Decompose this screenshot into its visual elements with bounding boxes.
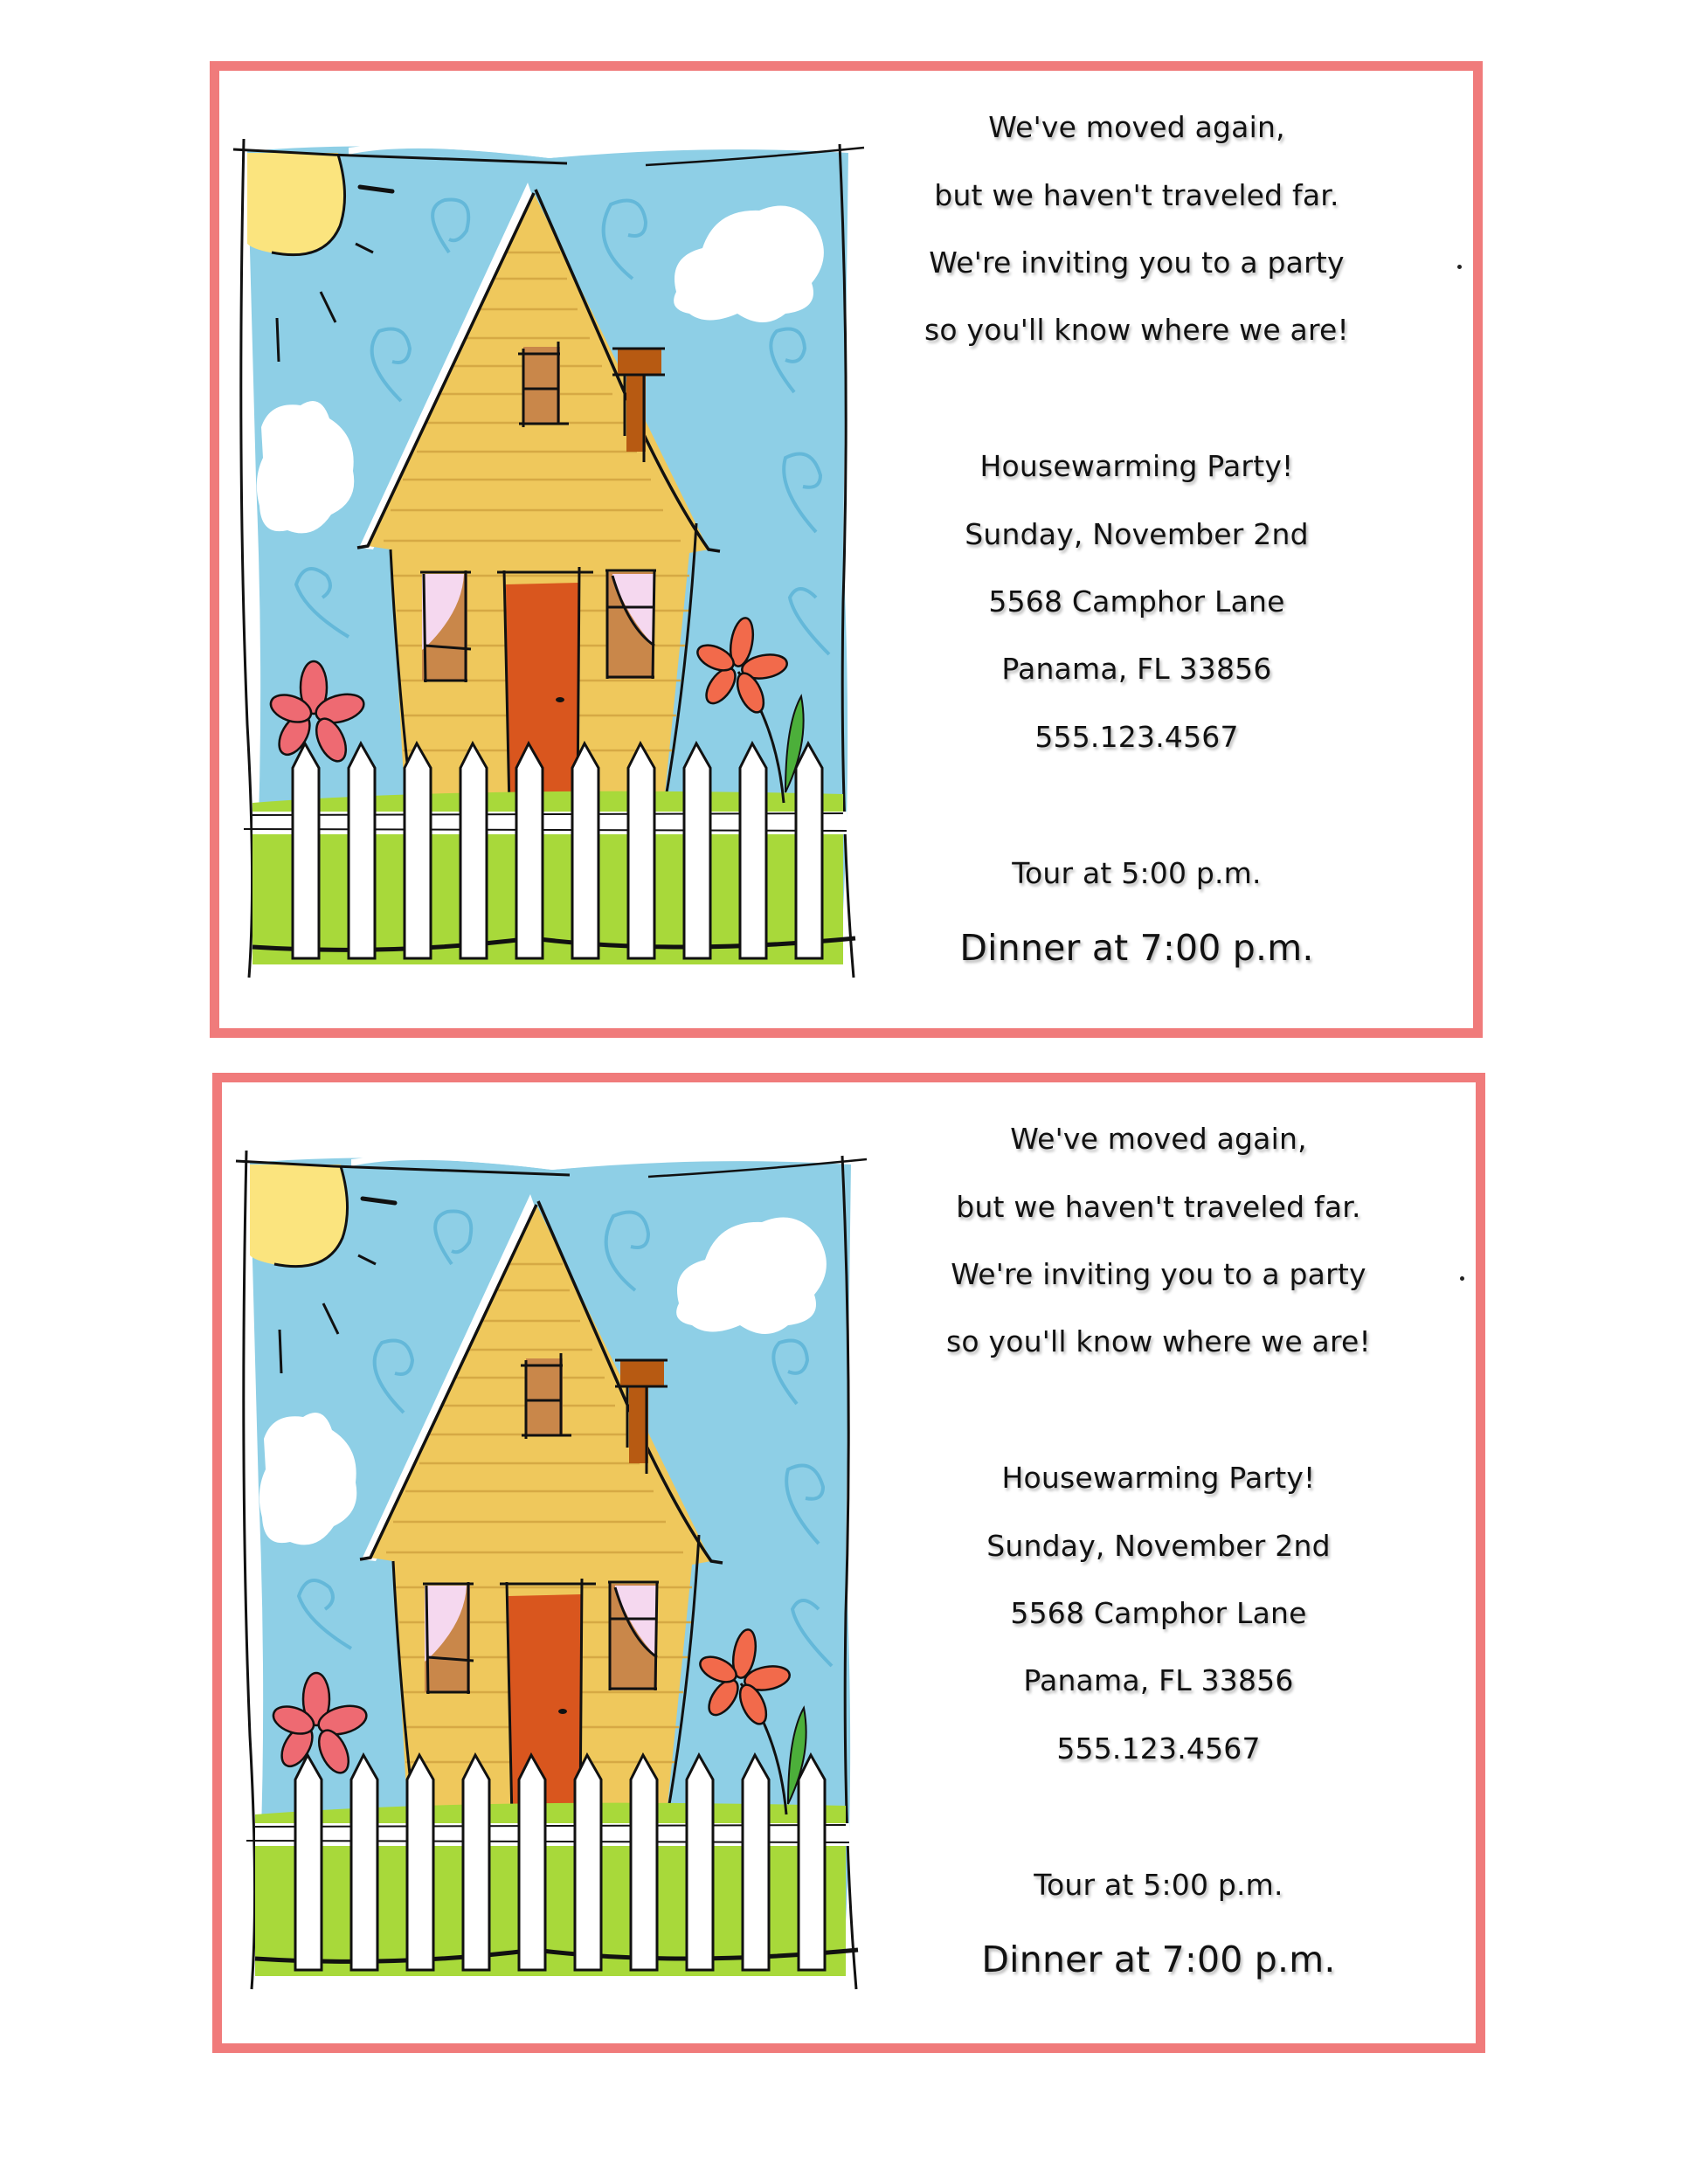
invitation-card-2: [212, 1073, 1485, 2053]
event-phone: 555.123.4567: [1034, 720, 1239, 754]
event-street: 5568 Camphor Lane: [1010, 1596, 1307, 1630]
event-city: Panama, FL 33856: [1023, 1663, 1294, 1697]
event-phone: 555.123.4567: [1056, 1731, 1261, 1766]
tour-time: Tour at 5:00 p.m.: [1034, 1868, 1283, 1902]
event-title: Housewarming Party!: [1001, 1461, 1316, 1495]
house-illustration: [220, 1124, 884, 2015]
verse-line-2: but we haven't traveled far.: [934, 178, 1339, 212]
dinner-time: Dinner at 7:00 p.m.: [981, 1939, 1336, 1980]
tour-time: Tour at 5:00 p.m.: [1012, 856, 1262, 890]
invitation-card-1: [210, 61, 1483, 1038]
stray-dot-mark: [1457, 265, 1462, 269]
house-illustration: [218, 113, 882, 1004]
verse-line-2: but we haven't traveled far.: [956, 1190, 1361, 1224]
verse-line-4: so you'll know where we are!: [946, 1324, 1371, 1358]
verse-line-1: We've moved again,: [988, 110, 1285, 144]
verse-line-1: We've moved again,: [1010, 1122, 1307, 1156]
dinner-time: Dinner at 7:00 p.m.: [959, 927, 1314, 969]
invitation-text: [853, 1082, 1464, 2043]
event-city: Panama, FL 33856: [1001, 652, 1272, 686]
invitation-text: [831, 71, 1442, 1028]
verse-line-3: We're inviting you to a party: [929, 245, 1345, 280]
event-title: Housewarming Party!: [979, 449, 1294, 483]
verse-line-3: We're inviting you to a party: [951, 1257, 1366, 1291]
verse-line-4: so you'll know where we are!: [924, 313, 1349, 347]
event-street: 5568 Camphor Lane: [988, 584, 1285, 619]
event-date: Sunday, November 2nd: [986, 1529, 1331, 1563]
event-date: Sunday, November 2nd: [965, 517, 1309, 551]
